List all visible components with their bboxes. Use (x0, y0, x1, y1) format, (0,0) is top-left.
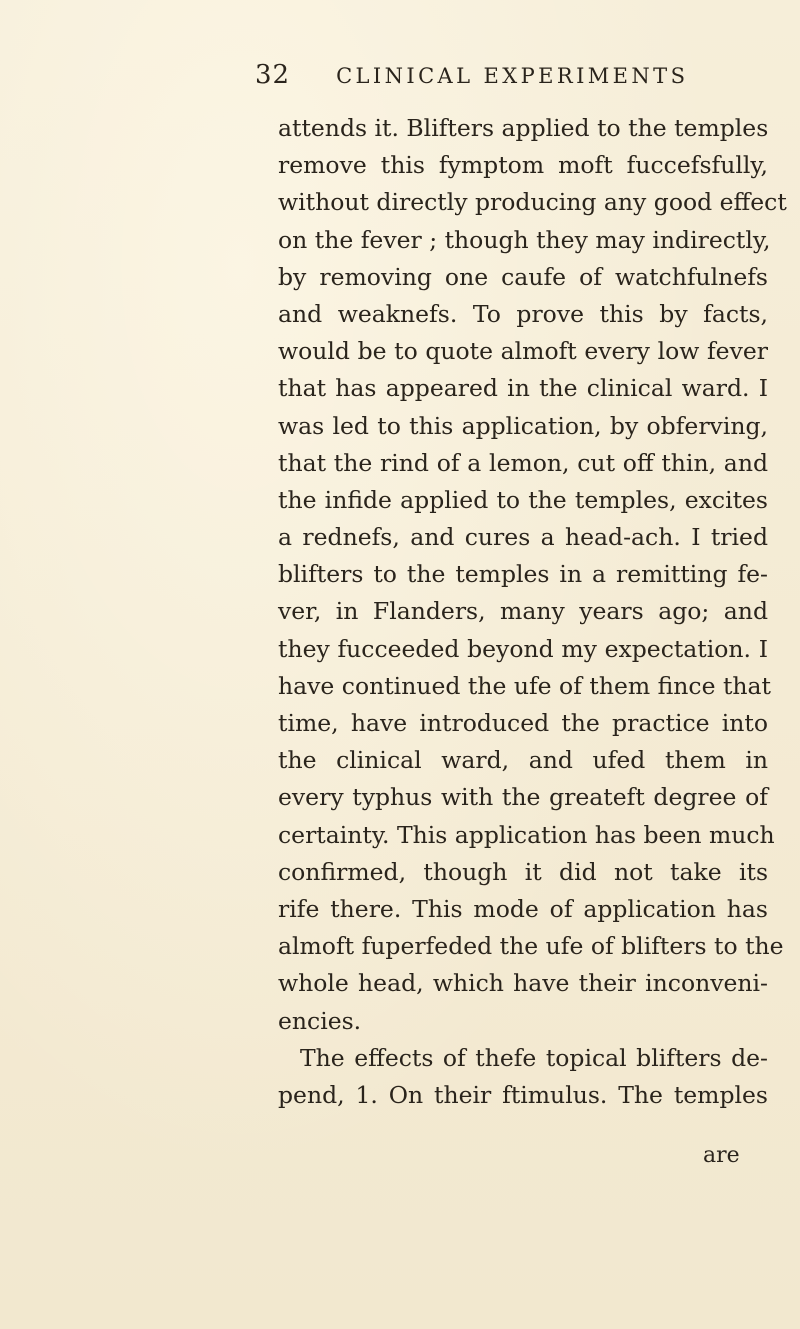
text-line: that the rind of a lemon, cut off thin, and (278, 448, 768, 477)
text-line: whole head, which have their inconveni- (278, 969, 768, 998)
text-line: attends it. Blifters applied to the temples (278, 114, 769, 142)
text-line: rife there. This mode of application has (278, 894, 768, 923)
body-text (278, 110, 787, 1114)
text-line: and weaknefs. To prove this by facts, (278, 299, 768, 328)
text-line: encies. (278, 1006, 362, 1035)
page-header (255, 60, 688, 90)
text-line: a rednefs, and cures a head-ach. I tried (278, 523, 768, 552)
text-line: blifters to the temples in a remitting fe- (278, 560, 768, 589)
text-line: time, have introduced the practice into (278, 709, 768, 737)
text-line: pend, 1. On their ftimulus. The temples (278, 1080, 768, 1109)
text-line: by removing one caufe of watchfulnefs (278, 262, 768, 291)
catchword: are (703, 1143, 740, 1168)
text-line: the infide applied to the temples, excites (278, 485, 768, 514)
text-line: The effects of thefe topical blifters de- (300, 1043, 768, 1072)
text-line: the clinical ward, and ufed them in (278, 746, 768, 775)
page-number: 32 (255, 60, 291, 90)
text-line: confirmed, though it did not take its (278, 857, 768, 886)
text-line: every typhus with the greateft degree of (278, 783, 768, 812)
text-line: remove this fymptom moft fuccefsfully, (278, 151, 768, 180)
text-line: certainty. This application has been much (278, 820, 775, 849)
text-line: was led to this application, by obferving, (278, 411, 768, 440)
text-line: have continued the ufe of them fince that (278, 671, 771, 700)
text-line: would be to quote almoft every low fever (278, 337, 768, 366)
text-line: that has appeared in the clinical ward. I (278, 374, 768, 403)
running-head: CLINICAL EXPERIMENTS (336, 64, 689, 88)
text-line: without directly producing any good effect (278, 188, 787, 217)
text-line: ver, in Flanders, many years ago; and (278, 597, 768, 626)
text-line: almoft fuperfeded the ufe of blifters to the (278, 932, 784, 961)
text-line: on the fever ; though they may indirectly, (278, 225, 771, 254)
text-line: they fucceeded beyond my expectation. I (278, 634, 768, 663)
